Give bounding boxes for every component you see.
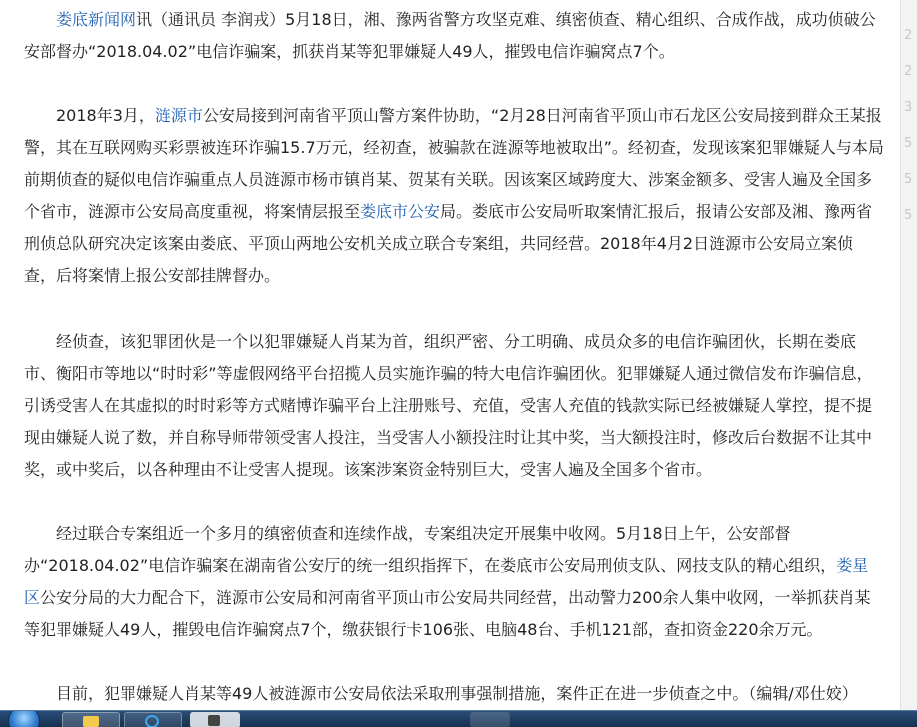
paragraph-text: 讯（通讯员 李润戎）5月18日，湘、豫两省警方攻坚克难、缜密侦查、精心组织、合成作战，成功侦破公安部督办“2018.04.02”电信诈骗案，抓获肖某等犯罪嫌疑人49人，摧毁电信诈骗窝点7个。 bbox=[24, 10, 876, 61]
article-paragraph bbox=[24, 100, 884, 292]
internet-explorer-icon bbox=[145, 715, 159, 727]
folder-icon bbox=[83, 716, 99, 727]
side-mark: 5 bbox=[904, 136, 913, 151]
source-link[interactable]: 娄底新闻网 bbox=[56, 10, 137, 29]
side-mark: 2 bbox=[904, 64, 913, 79]
side-mark: 2 bbox=[904, 28, 913, 43]
paragraph-text: 公安局接到河南省平顶山警方案件协助，“2月28日河南省平顶山市石龙区公安局接到群众王某报警，其在互联网购买彩票被连环诈骗15.7万元，经初查，被骗款在涟源等地被取出”。经初查，发现该案犯罪嫌疑人与本局前期侦查的疑似电信诈骗重点人员涟源市杨市镇肖某、贺某有关联。因该案区域跨度大、涉案金额多、受害人遍及全国多个省市，涟源市公安局高度重视，将案情层报至 bbox=[24, 106, 884, 221]
ie-button[interactable] bbox=[124, 712, 182, 727]
paragraph-text: 目前，犯罪嫌疑人肖某等49人被涟源市公安局依法采取刑事强制措施，案件正在进一步侦查之中。（编辑/邓仕姣） bbox=[56, 684, 858, 703]
paragraph-text: 经过联合专案组近一个多月的缜密侦查和连续作战，专案组决定开展集中收网。5月18日上午，公安部督办“2018.04.02”电信诈骗案在湖南省公安厅的统一组织指挥下，在娄底市公安局刑侦支队、网技支队的精心组织， bbox=[24, 524, 837, 575]
article-paragraph bbox=[24, 326, 884, 486]
place-link-loudi-police[interactable]: 娄底市公安 bbox=[360, 202, 441, 221]
place-link-louxing[interactable]: 娄星区 bbox=[24, 556, 869, 607]
side-mark: 5 bbox=[904, 208, 913, 223]
paragraph-text: 公安分局的大力配合下，涟源市公安局和河南省平顶山市公安局共同经营，出动警力200余人集中收网，一举抓获肖某等犯罪嫌疑人49人，摧毁电信诈骗窝点7个，缴获银行卡106张、电脑48台、手机121部，查扣资金220余万元。 bbox=[24, 588, 871, 639]
explorer-button[interactable] bbox=[62, 712, 120, 727]
app-button[interactable] bbox=[190, 712, 240, 727]
article-paragraph bbox=[24, 518, 884, 646]
tray-button[interactable] bbox=[470, 712, 510, 727]
side-mark: 5 bbox=[904, 172, 913, 187]
place-link-lianyuan[interactable]: 涟源市 bbox=[154, 106, 203, 125]
paragraph-text: 2018年3月， bbox=[56, 106, 155, 125]
paragraph-text: 局。娄底市公安局听取案情汇报后，报请公安部及湘、豫两省刑侦总队研究决定该案由娄底、平顶山两地公安机关成立联合专案组，共同经营。2018年4月2日涟源市公安局立案侦查，后将案情上报公安部挂牌督办。 bbox=[24, 202, 873, 285]
side-mark: 3 bbox=[904, 100, 913, 115]
windows-orb-icon[interactable] bbox=[8, 710, 40, 727]
taskbar bbox=[0, 710, 917, 727]
paragraph-text: 经侦查，该犯罪团伙是一个以犯罪嫌疑人肖某为首，组织严密、分工明确、成员众多的电信诈骗团伙，长期在娄底市、衡阳市等地以“时时彩”等虚假网络平台招揽人员实施诈骗的特大电信诈骗团伙。犯罪嫌疑人通过微信发布诈骗信息，引诱受害人在其虚拟的时时彩等方式赌博诈骗平台上注册账号、充值，受害人充值的钱款实际已经被嫌疑人掌控，提不提现由嫌疑人说了数，并自称导师带领受害人投注，当受害人小额投注时让其中奖，当大额投注时，修改后台数据不让其中奖，或中奖后，以各种理由不让受害人提现。该案涉案资金特别巨大，受害人遍及全国多个省市。 bbox=[24, 332, 873, 479]
article-paragraph bbox=[24, 678, 884, 710]
article-paragraph bbox=[24, 4, 884, 68]
app-window-icon bbox=[208, 715, 220, 726]
